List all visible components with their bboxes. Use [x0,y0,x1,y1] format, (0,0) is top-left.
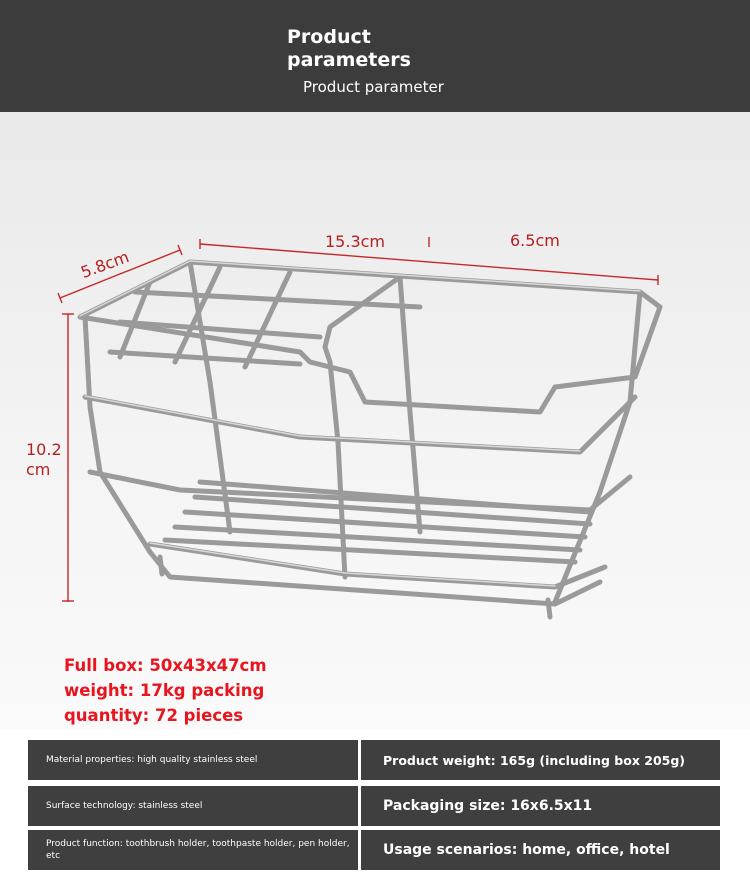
rack-illustration [0,112,750,730]
dimension-depth-label: 5.8cm [78,247,132,282]
spec-full-box: Full box: 50x43x47cm [64,656,267,675]
packing-specs [64,653,267,728]
header-banner [0,0,750,112]
surface-technology-cell: Surface technology: stainless steel [28,786,358,826]
page-subtitle: Product parameter [303,78,444,96]
packaging-size-cell: Packaging size: 16x6.5x11 [361,786,720,826]
spec-weight: weight: 17kg packing [64,681,265,700]
dimension-partition-label: 6.5cm [510,231,560,250]
product-weight-cell: Product weight: 165g (including box 205g) [361,740,720,780]
dimension-length-label: 15.3cm [325,232,386,251]
spec-quantity: quantity: 72 pieces [64,706,244,725]
page-title: Product parameters [287,26,411,71]
usage-scenarios-cell: Usage scenarios: home, office, hotel [361,830,720,870]
product-function-cell: Product function: toothbrush holder, toothpaste holder, pen holder, etc [28,830,358,870]
product-photo [0,112,750,730]
dimension-height-label: 10.2 cm [26,440,62,479]
material-properties-cell: Material properties: high quality stainless steel [28,740,358,780]
